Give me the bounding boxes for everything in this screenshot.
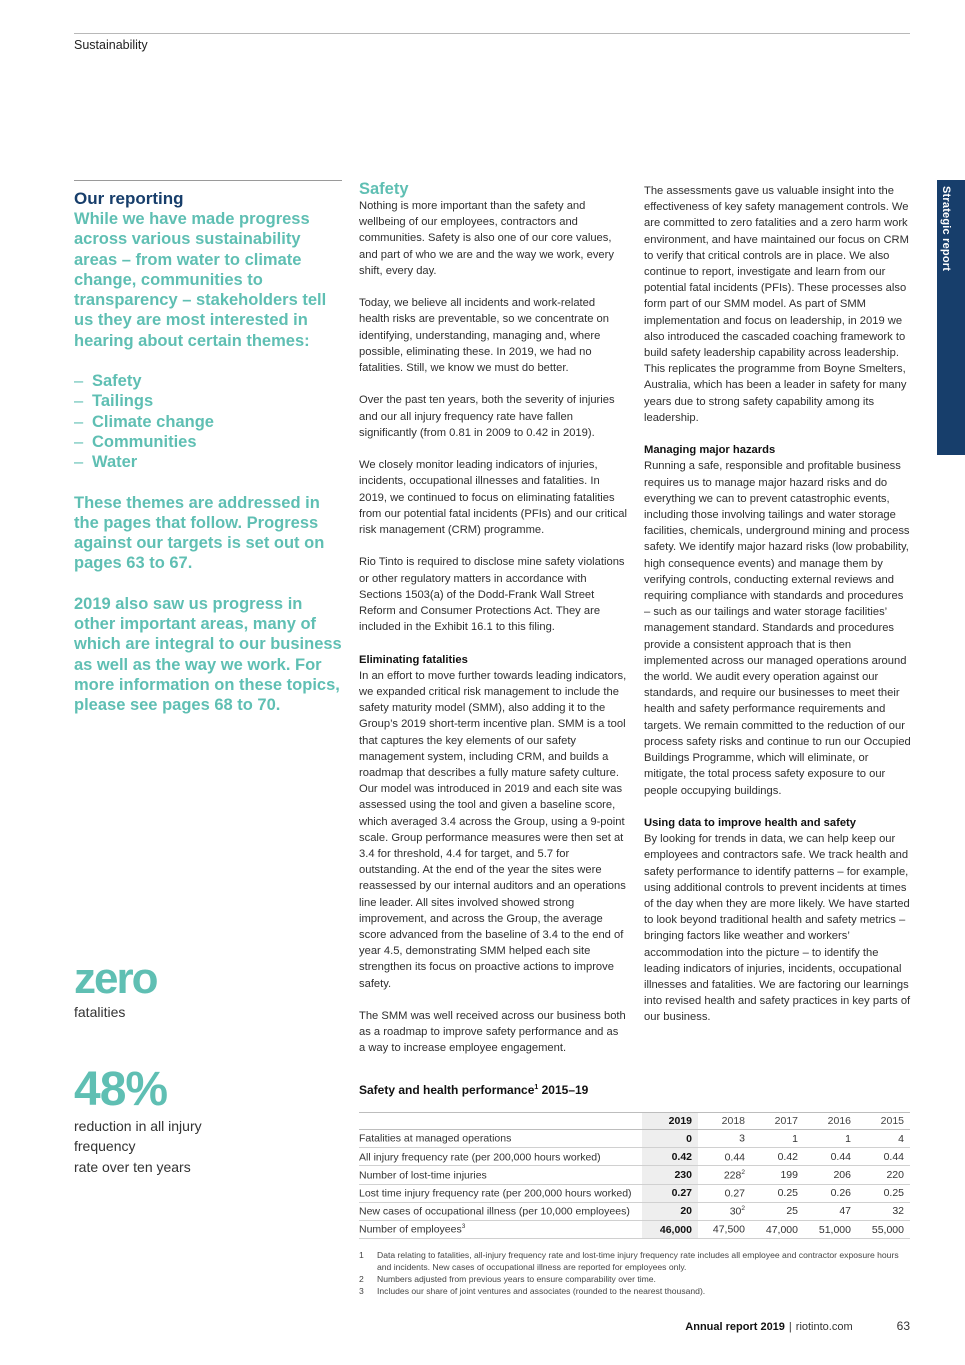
- cell-2016: 1: [804, 1130, 857, 1148]
- cell-2017: 0.25: [751, 1184, 804, 1202]
- page-number: 63: [896, 1319, 910, 1333]
- stat-injury-reduction: [74, 1064, 202, 1177]
- safety-column: [359, 180, 627, 1057]
- cell-2019: 46,000: [642, 1220, 698, 1238]
- footer-separator: |: [788, 1321, 792, 1333]
- cell-2017: 25: [751, 1202, 804, 1220]
- theme-item: – Climate change: [74, 412, 214, 431]
- table-title: Safety and health performance$^1$ 2015–19: [359, 1083, 589, 1097]
- row-label: Lost time injury frequency rate (per 200,000 hours worked): [359, 1184, 642, 1202]
- cell-2016: 0.44: [804, 1148, 857, 1166]
- cell-2018: 47,500: [698, 1220, 751, 1238]
- cell-2015: 32: [857, 1202, 910, 1220]
- theme-item: – Safety: [74, 372, 142, 391]
- footer-site-link[interactable]: riotinto.com: [795, 1321, 853, 1333]
- eliminating-fatalities-body: In an effort to move further towards leading indicators, we expanded critical risk management to include the safety maturity model (SMM), also adding it to the Group’s 2019 short-term incentive plan. SMM is a tool that captures the key elements of our safety management system, including CRM, and builds a roadmap that describes a fully mature safety culture. Our model was introduced in 2019 and each site was assessed using the tool and given a baseline score, which averaged 3.4 across the Group, using a 9-point scale. Group performance measures were then set at 3.4 for threshold, 4.4 for target, and 5.7 for outstanding. At the end of the year the sites were reassessed by our internal auditors and an operations line leader. All sites involved showed strong improvement, and across the Group, the average score advanced from the baseline of 3.4 to the end of year 4.5, demonstrating SMM helped each site strengthen its focus on proactive actions to improve safety.: [359, 669, 627, 990]
- theme-item: – Communities: [74, 432, 197, 451]
- table-header-year: 2016: [804, 1113, 857, 1130]
- stat-48-caption-2: frequency: [74, 1138, 136, 1155]
- safety-para-4: We closely monitor leading indicators of injuries, incidents, occupational illnesses and fatalities. In 2019, we continued to focus on eliminating fatalities from our potential fatal incidents (PFIs) and our critical risk management (CRM) programme.: [359, 459, 627, 537]
- stat-zero-value: zero: [74, 954, 157, 1003]
- cell-2019: 0: [642, 1130, 698, 1148]
- theme-list: [74, 371, 342, 472]
- table-row: [359, 1166, 910, 1184]
- stat-48-caption-1: reduction in all injury: [74, 1118, 202, 1134]
- cell-2016: 51,000: [804, 1220, 857, 1238]
- major-hazards-body: Running a safe, responsible and profitable business requires us to manage major hazard risks and do everything we can to prevent catastrophic events, including those involving tailings and water storage facilities, chemicals, underground mining and process safety. We identify major hazard risks (low probability, high consequence events) and manage them by verifying controls, conducting external reviews and requiring compliance with standards and procedures – such as our tailings and water storage facilities’ management standard. Standards and procedures provide a consistent approach that is then implemented across our managed operations around the world. We audit every operation against our standards, and require our businesses to meet their health and safety performance requirements and targets. We remain committed to the reduction of our process safety risks and continue to run our Occupied Buildings Programme, which will eliminate, or mitigate, the total process safety exposure to our people occupying buildings.: [644, 460, 911, 797]
- safety-para-5: Rio Tinto is required to disclose mine safety violations or other regulatory matters in accordance with Sections 1503(a) of the Dodd-Frank Wall Street Reform and Consumer Protections Act. They are included in the Exhibit 16.1 to this filing.: [359, 556, 625, 634]
- side-tab[interactable]: [937, 180, 965, 455]
- left-column: [74, 180, 342, 736]
- row-label: Number of lost-time injuries: [359, 1166, 642, 1184]
- themes-addressed-text: These themes are addressed in the pages that follow. Progress against our targets is set out on pages 63 to 67.: [74, 493, 325, 573]
- major-hazards-heading: Managing major hazards: [644, 444, 776, 457]
- header-rule: [74, 33, 910, 34]
- cell-2018: 0.44: [698, 1148, 751, 1166]
- table-header-blank: [359, 1113, 642, 1130]
- cell-2017: 199: [751, 1166, 804, 1184]
- stat-48-caption-3: rate over ten years: [74, 1158, 191, 1175]
- safety-title: Safety: [359, 180, 409, 198]
- cell-2015: 0.25: [857, 1184, 910, 1202]
- table-row: [359, 1220, 910, 1238]
- cell-2019: 0.27: [642, 1184, 698, 1202]
- cell-2019: 20: [642, 1202, 698, 1220]
- footnote: 3 Includes our share of joint ventures and associates (rounded to the nearest thousand).: [359, 1286, 706, 1296]
- footnote: 2 Numbers adjusted from previous years to ensure comparability over time.: [359, 1274, 656, 1284]
- table-row: [359, 1202, 910, 1220]
- cell-2017: 47,000: [751, 1220, 804, 1238]
- cell-2015: 55,000: [857, 1220, 910, 1238]
- row-label: Fatalities at managed operations: [359, 1130, 642, 1148]
- our-reporting-heading: Our reporting: [74, 189, 184, 208]
- cell-2016: 0.26: [804, 1184, 857, 1202]
- theme-item: – Water: [74, 453, 138, 472]
- table-header-year: 2019: [642, 1113, 698, 1130]
- other-areas-text: 2019 also saw us progress in other important areas, many of which are integral to our business as well as the way we work. For more information on these topics, please see pages 68 to 70.: [74, 594, 342, 715]
- table-header-row: [359, 1113, 910, 1130]
- cell-2017: 1: [751, 1130, 804, 1148]
- using-data-heading: Using data to improve health and safety: [644, 816, 856, 829]
- row-label: All injury frequency rate (per 200,000 hours worked): [359, 1148, 642, 1166]
- footer-report-title: Annual report 2019: [685, 1321, 785, 1333]
- row-label: New cases of occupational illness (per 10,000 employees): [359, 1202, 642, 1220]
- cell-2017: 0.42: [751, 1148, 804, 1166]
- safety-para-2: Today, we believe all incidents and work-related health risks are preventable, so we concentrate on identifying, understanding, managing and, where possible, eliminating these. In 2019, we had no fatalities. Still, we know we must do better.: [359, 297, 609, 375]
- side-tab-label: Strategic report: [940, 186, 952, 272]
- eliminating-fatalities-heading: Eliminating fatalities: [359, 653, 468, 666]
- cell-2019: 0.42: [642, 1148, 698, 1166]
- page-footer: [685, 1319, 910, 1333]
- cell-2015: 220: [857, 1166, 910, 1184]
- stat-zero-caption: fatalities: [74, 1004, 126, 1020]
- stat-48-value: 48%: [74, 1063, 168, 1116]
- table-row: [359, 1130, 910, 1148]
- safety-performance-table: [359, 1112, 910, 1239]
- reporting-lead: While we have made progress across various sustainability areas – from water to climate change, communities to transparency – stakeholders tell us they are most interested in hearing about certain themes:: [74, 210, 327, 350]
- table-row: [359, 1184, 910, 1202]
- cell-2015: 4: [857, 1130, 910, 1148]
- table-header-year: 2018: [698, 1113, 751, 1130]
- cell-2018: $228^2$: [698, 1166, 751, 1184]
- footnotes: [359, 1249, 910, 1297]
- right-column: [644, 183, 912, 1026]
- cell-2015: 0.44: [857, 1148, 910, 1166]
- smm-body: The SMM was well received across our business both as a roadmap to improve safety performance and as a way to increase employee engagement.: [359, 1010, 626, 1055]
- footnote: 1 Data relating to fatalities, all-injury frequency rate and lost-time injury frequency rate includes all employee and contractor exposure hours and incidents. New cases of occupational illness are reported for employees only.: [359, 1250, 899, 1272]
- cell-2018: 0.27: [698, 1184, 751, 1202]
- safety-para-1: Nothing is more important than the safety and wellbeing of our employees, contractors and communities. Safety is also one of our core values, and part of who we are and the way we work, every shift, every day.: [359, 200, 614, 277]
- table-header-year: 2015: [857, 1113, 910, 1130]
- row-label: Number of employees$^3$: [359, 1220, 642, 1238]
- theme-item: – Tailings: [74, 392, 154, 411]
- left-rule: [74, 180, 342, 181]
- table-header-year: 2017: [751, 1113, 804, 1130]
- table-row: [359, 1148, 910, 1166]
- using-data-body: By looking for trends in data, we can help keep our employees and contractors safe. We track health and safety performance to identify patterns – for example, using additional controls to prevent incidents at times of the day when they are more likely. We have started to look beyond traditional health and safety metrics – bringing factors like weather and workers’ accommodation into the picture – to identify the leading indicators of injuries, incidents, occupational illnesses and fatalities. We are factoring our learnings into revised health and safety practices in key parts of our business.: [644, 833, 911, 1024]
- cell-2016: 47: [804, 1202, 857, 1220]
- stat-zero-fatalities: [74, 956, 156, 1022]
- section-label: Sustainability: [74, 38, 148, 52]
- assessments-para: The assessments gave us valuable insight into the effectiveness of key safety management controls. We are committed to zero fatalities and a zero harm work environment, and have maintained our focus on CRM to verify that critical controls are in place. We also continue to report, investigate and learn from our potential fatal incidents (PFIs). These processes also form part of our SMM model. As part of SMM implementation and focus on leadership, in 2019 we also introduced the cascaded coaching framework to build safety leadership capability across leadership. This replicates the programme from Boyne Smelters, Australia, which has been a leader in safety for many years due to strong safety capability among its leadership.: [644, 185, 909, 424]
- cell-2016: 206: [804, 1166, 857, 1184]
- cell-2019: 230: [642, 1166, 698, 1184]
- safety-para-3: Over the past ten years, both the severity of injuries and our all injury frequency rate have fallen significantly (from 0.81 in 2009 to 0.42 in 2019).: [359, 394, 615, 439]
- cell-2018: 3: [698, 1130, 751, 1148]
- cell-2018: $30^2$: [698, 1202, 751, 1220]
